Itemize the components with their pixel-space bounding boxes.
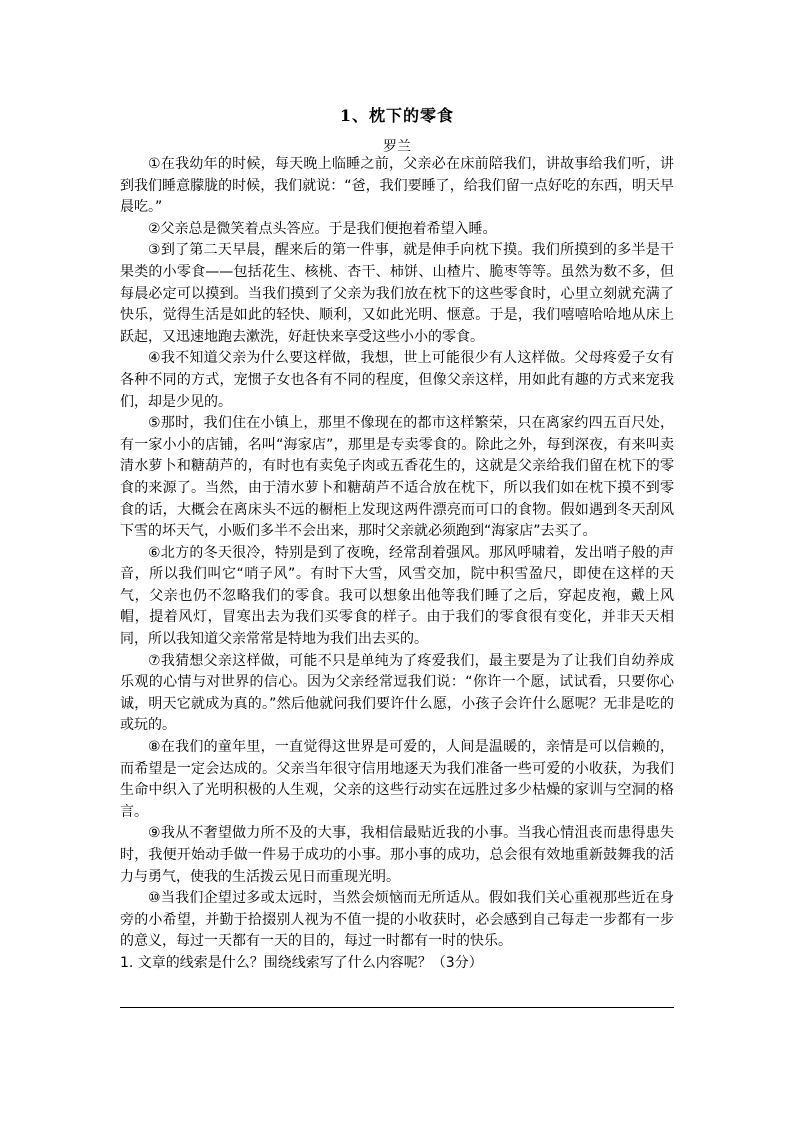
paragraph-5: ⑤那时，我们住在小镇上，那里不像现在的都市这样繁荣，只在离家约四五百尺处，有一家小小的店铺，名叫“海家店”，那里是专卖零食的。除此之外，每到深夜，有来叫卖清水萝卜和糖葫芦的，有时也有卖兔子肉或五香花生的，这就是父亲给我们留在枕下的零食的来源了。当然，由于清水萝卜和糖葫芦不适合放在枕下，所以我们如在枕下摸不到零食的话，大概会在离床头不远的橱柜上发现这两件漂亮而可口的食物。假如遇到冬天刮风下雪的坏天气，小贩们多半不会出来，那时父亲就必须跑到“海家店”去买了。 [120,415,674,540]
paragraph-8: ⑧在我们的童年里，一直觉得这世界是可爱的，人间是温暖的，亲情是可以信赖的，而希望是一定会达成的。父亲当年很守信用地逐天为我们准备一些可爱的小收获，为我们生命中织入了光明积极的人生观，父亲的这些行动实在远胜过多少枯燥的家训与空洞的格言。 [120,739,674,820]
question-1: 1. 文章的线索是什么？围绕线索写了什么内容呢？（3分） [120,954,483,971]
paragraph-9: ⑨我从不奢望做力所不及的大事，我相信最贴近我的小事。当我心情沮丧而患得患失时，我便开始动手做一件易于成功的小事。那小事的成功，总会很有效地重新鼓舞我的活力与勇气，使我的生活拨云见日而重现光明。 [120,825,674,885]
article-body [120,154,674,975]
paragraph-10: ⑩当我们企望过多或太远时，当然会烦恼而无所适从。假如我们关心重视那些近在身旁的小希望，并勤于拾掇别人视为不值一提的小收获时，必会感到自己每走一步都有一步的意义，每过一天都有一天的目的，每过一时都有一时的快乐。 [120,890,674,950]
paragraph-7: ⑦我猜想父亲这样做，可能不只是单纯为了疼爱我们，最主要是为了让我们自幼养成乐观的心情与对世界的信心。因为父亲经常逗我们说：“你许一个愿，试试看，只要你心诚，明天它就成为真的。”然后他就问我们要许什么愿，小孩子会许什么愿呢？无非是吃的或玩的。 [120,652,674,734]
paragraph-4: ④我不知道父亲为什么要这样做，我想，世上可能很少有人这样做。父母疼爱子女有各种不同的方式，宠惯子女也各有不同的程度，但像父亲这样，用如此有趣的方式来宠我们，却是少见的。 [120,350,674,410]
paragraph-1: ①在我幼年的时候，每天晚上临睡之前，父亲必在床前陪我们，讲故事给我们听，讲到我们睡意朦胧的时候，我们就说：“爸，我们要睡了，给我们留一点好吃的东西，明天早晨吃。” [120,156,674,216]
paragraph-2: ②父亲总是微笑着点头答应。于是我们便抱着希望入睡。 [148,220,497,237]
paragraph-6: ⑥北方的冬天很冷，特别是到了夜晚，经常刮着强风。那风呼啸着，发出哨子般的声音，所以我们叫它“哨子风”。有时下大雪，风雪交加，院中积雪盈尺，即使在这样的天气，父亲也仍不忽略我们的零食。我可以想象出他等我们睡了之后，穿起皮袍，戴上风帽，提着风灯，冒寒出去为我们买零食的样子。由于我们的零食很有变化，并非天天相同，所以我知道父亲常常是特地为我们出去买的。 [120,544,674,648]
answer-line[interactable] [120,1007,674,1008]
author-name: 罗兰 [383,139,411,155]
page-title: 1、枕下的零食 [339,106,455,125]
paragraph-3: ③到了第二天早晨，醒来后的第一件事，就是伸手向枕下摸。我们所摸到的多半是干果类的小零食——包括花生、核桃、杏干、柿饼、山楂片、脆枣等等。虽然为数不多，但每晨必定可以摸到。当我们摸到了父亲为我们放在枕下的这些零食时，心里立刻就充满了快乐，觉得生活是如此的轻快、顺利，又如此光明、惬意。于是，我们嘻嘻哈哈地从床上跃起，又迅速地跑去漱洗，好赶快来享受这些小小的零食。 [120,242,674,345]
